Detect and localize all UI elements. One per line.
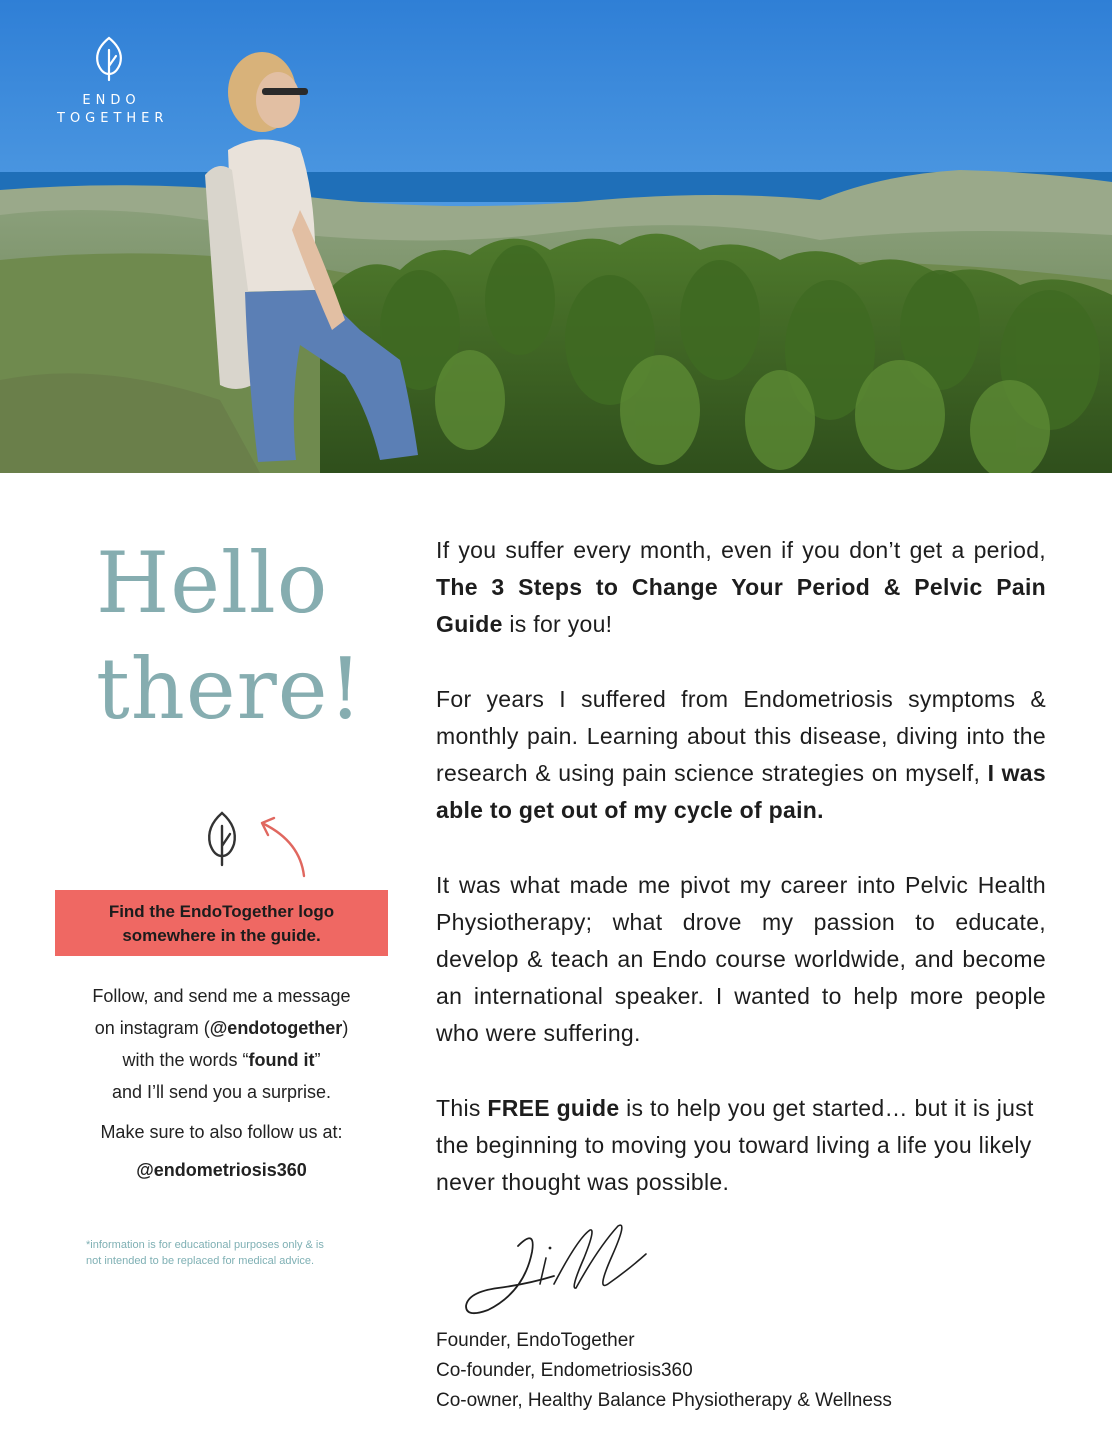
paragraph-4	[436, 1090, 1046, 1201]
follow-line3	[40, 1044, 403, 1076]
credit-founder: Founder, EndoTogether	[436, 1330, 635, 1351]
paragraph-1-end: is for you!	[502, 611, 613, 637]
hello-heading-line1: Hello	[96, 534, 329, 632]
brand-name-line1: ENDO	[82, 93, 141, 108]
paragraph-4-end: is to help you get started… but it is just the beginning to moving you toward living a life you likely never thought was possible.	[436, 1095, 1034, 1195]
follow-line3-close: ”	[314, 1050, 321, 1070]
guide-title: The 3 Steps to Change Your Period & Pelvic Pain Guide	[436, 574, 1046, 637]
hello-heading	[96, 530, 363, 742]
free-guide-emphasis: FREE guide	[487, 1095, 620, 1121]
mountain-landscape-image	[0, 0, 1112, 473]
leaf-logo-icon	[204, 810, 240, 868]
follow-line4: and I’ll send you a surprise.	[111, 1082, 332, 1102]
credit-cofounder: Co-founder, Endometriosis360	[436, 1360, 693, 1381]
paragraph-1-text: If you suffer every month, even if you don’t get a period,	[436, 537, 1046, 563]
paragraph-2-text: For years I suffered from Endometriosis symptoms & monthly pain. Learning about this disease, diving into the research & using pain science strategies on myself,	[436, 686, 1046, 786]
find-logo-banner	[55, 890, 388, 956]
follow-line1: Follow, and send me a message	[92, 986, 351, 1006]
brand-name-line2: TOGETHER	[57, 111, 169, 126]
signature-jill	[458, 1218, 658, 1322]
instagram-handle-endometriosis360[interactable]: @endometriosis360	[136, 1160, 307, 1180]
follow-line2-close: )	[342, 1018, 349, 1038]
endotogether-brand	[52, 36, 169, 128]
find-banner-line1: Find the EndoTogether logo	[108, 902, 335, 921]
hero-photo	[0, 0, 1112, 473]
medical-disclaimer	[86, 1237, 376, 1269]
make-sure-text: Make sure to also follow us at:	[100, 1122, 343, 1142]
paragraph-4-text: This	[436, 1095, 488, 1121]
founder-credits	[436, 1326, 892, 1416]
intro-body-copy	[436, 532, 1046, 1239]
find-banner-line2: somewhere in the guide.	[122, 926, 321, 945]
follow-line3-text: with the words “	[122, 1050, 249, 1070]
hello-heading-line2: there!	[96, 640, 364, 738]
leaf-logo-icon	[94, 36, 124, 82]
paragraph-3: It was what made me pivot my career into Pelvic Health Physiotherapy; what drove my passion to educate, develop & teach an Endo course worldwide, and become an international speaker. I wanted to help more people who were suffering.	[436, 872, 1046, 1046]
found-it-phrase: found it	[248, 1050, 315, 1070]
curved-arrow-icon	[252, 814, 312, 880]
disclaimer-line1: *information is for educational purposes only & is	[86, 1239, 324, 1251]
paragraph-2-emphasis: I was able to get out of my cycle of pain.	[436, 760, 1046, 823]
follow-line2	[40, 1012, 403, 1044]
disclaimer-line2: not intended to be replaced for medical advice.	[86, 1255, 315, 1267]
credit-coowner: Co-owner, Healthy Balance Physiotherapy & Wellness	[436, 1390, 892, 1411]
follow-instructions	[40, 980, 403, 1186]
paragraph-1	[436, 532, 1046, 643]
follow-line2-text: on instagram (	[94, 1018, 210, 1038]
paragraph-2	[436, 681, 1046, 829]
instagram-handle-endotogether[interactable]: @endotogether	[209, 1018, 343, 1038]
